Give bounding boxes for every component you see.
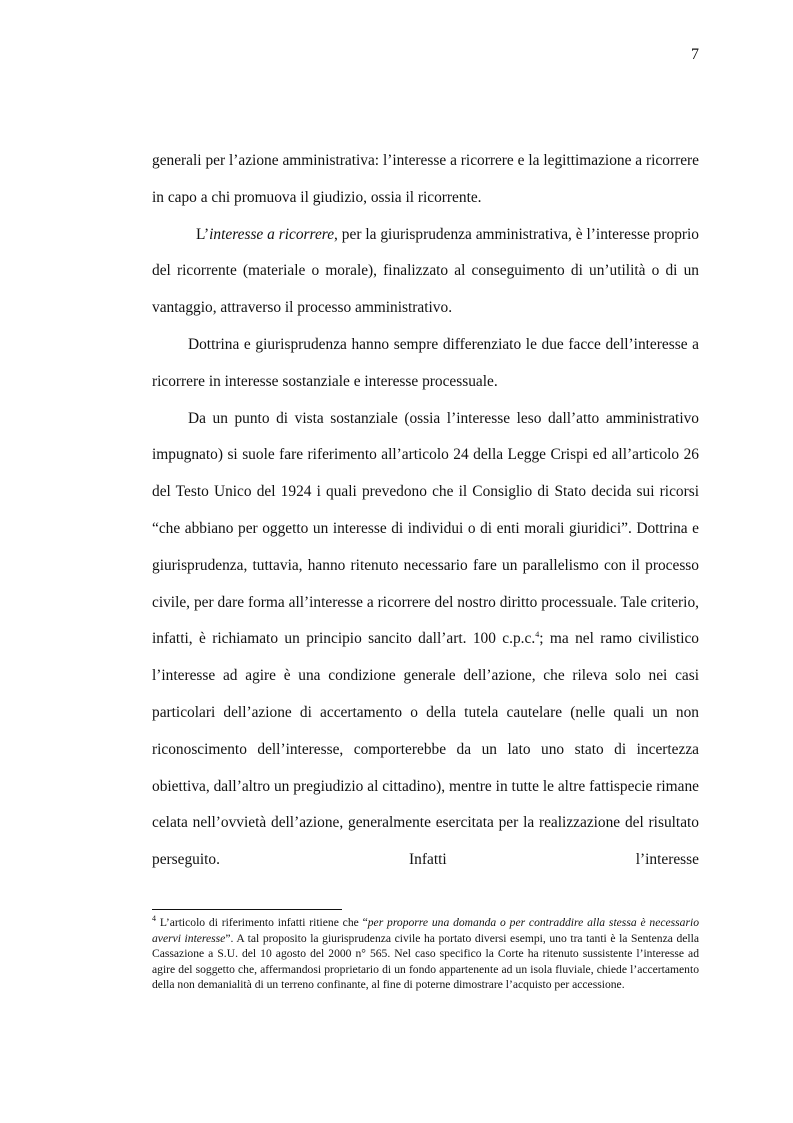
paragraph-2-rest: , per la giurisprudenza amministrativa, è l’interesse proprio del ricorrente (materiale o morale), finalizzato al conseguimento di un’utilità o di un vantaggio, attraverso il processo amministrativo. <box>152 225 699 317</box>
paragraph-2-term: interesse a ricorrere <box>209 225 335 243</box>
footnote-lead: L’articolo di riferimento infatti ritiene che “ <box>156 916 368 929</box>
footnote-quote: per proporre una domanda o per contraddire alla stessa è necessario avervi interesse <box>152 916 699 945</box>
footnote-separator <box>152 909 342 910</box>
body-text <box>152 143 699 879</box>
paragraph-3: Dottrina e giurisprudenza hanno sempre differenziato le due facce dell’interesse a ricorrere in interesse sostanziale e interesse processuale. <box>152 335 699 390</box>
footnote-reference: 4 <box>535 630 540 640</box>
paragraph-4 <box>152 401 699 879</box>
footnote <box>152 915 699 993</box>
page-number: 7 <box>691 46 699 63</box>
footnote-rest: ”. A tal proposito la giurisprudenza civile ha portato diversi esempi, uno tra tanti è la Sentenza della Cassazione a S.U. del 10 agosto del 2000 n° 565. Nel caso specifico la Corte ha ritenuto sussistente l’interesse ad agire del soggetto che, affermandosi proprietario di un fondo appartenente ad un isola fluviale, chiede l’accertamento della non demanialità di un terreno confinante, al fine di poterne dimostrare l’acquisto per accessione. <box>152 931 699 992</box>
paragraph-2-lead: L’ <box>196 225 210 243</box>
paragraph-1: generali per l’azione amministrativa: l’interesse a ricorrere e la legittimazione a ricorrere in capo a chi promuova il giudizio, ossia il ricorrente. <box>152 152 699 206</box>
footnote-marker: 4 <box>152 914 156 924</box>
paragraph-2 <box>152 217 699 327</box>
paragraph-4-first: Da un punto di vista sostanziale (ossia l’interesse leso dall’atto amministrativo impugnato) si suole fare riferimento all’articolo 24 della Legge Crispi ed all’articolo 26 del Testo Unico del 1924 i quali prevedono che il Consiglio di Stato decida sui ricorsi “che abbiano per oggetto un interesse di individui o di enti morali giuridici”. Dottrina e giurisprudenza, tuttavia, hanno ritenuto necessario fare un parallelismo con il processo civile, per dare forma all’interesse a ricorrere del nostro diritto processuale. Tale criterio, infatti, è richiamato un principio sancito dall’art. 100 c.p.c. <box>152 409 699 648</box>
paragraph-4-second: ; ma nel ramo civilistico l’interesse ad agire è una condizione generale dell’azione, che rileva solo nei casi particolari dell’azione di accertamento o della tutela cautelare (nelle quali un non riconoscimento dell’interesse, comporterebbe da un lato uno stato di incertezza obiettiva, dall’altro un pregiudizio al cittadino), mentre in tutte le altre fattispecie rimane celata nell’ovvietà dell’azione, generalmente esercitata per la realizzazione del risultato perseguito. Infatti l’interesse <box>152 630 699 869</box>
